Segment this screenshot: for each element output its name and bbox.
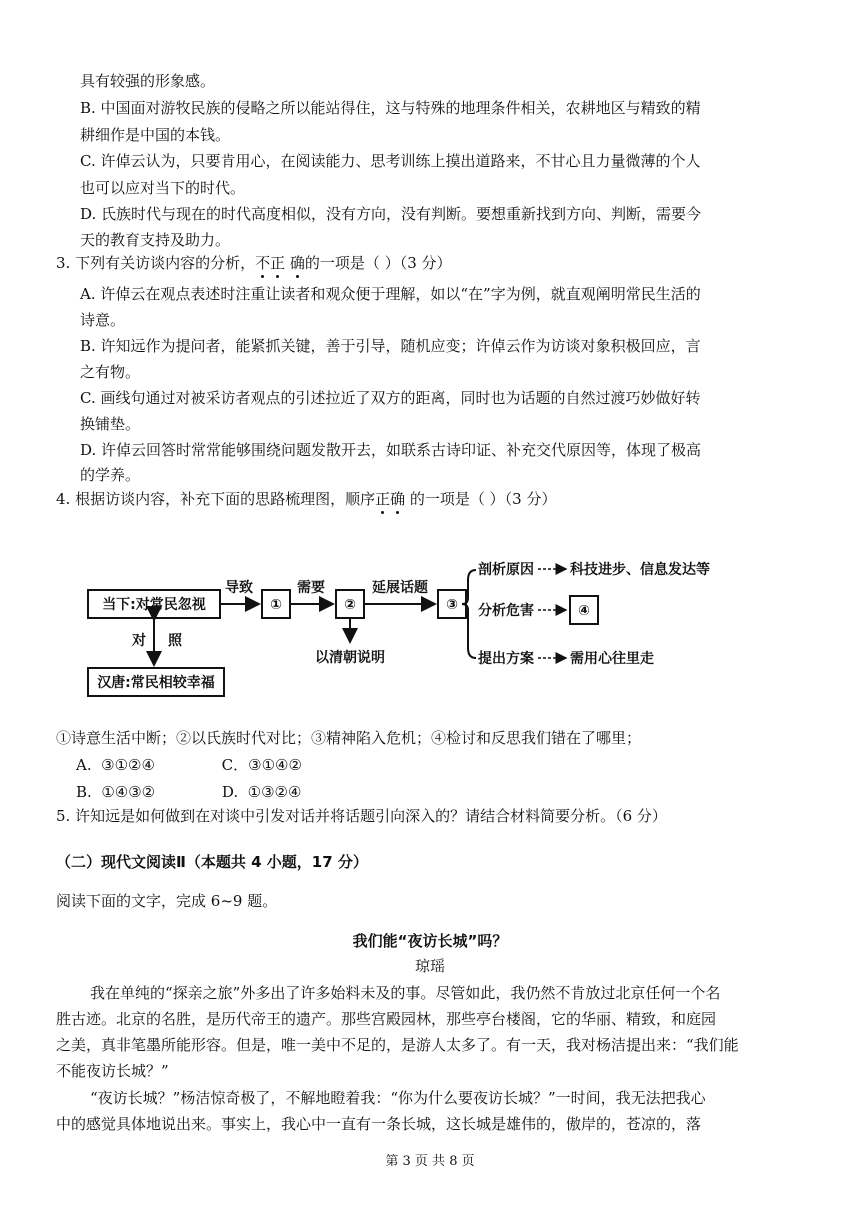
branch-cause-result: 科技进步、信息发达等 — [570, 562, 710, 578]
branch-plan: 提出方案 — [478, 651, 534, 667]
paragraph-line: “夜访长城？”杨洁惊奇极了，不解地瞪着我：“你为什么要夜访长城？”一时间，我无法把我心 — [90, 1089, 706, 1107]
branch-harm: 分析危害 — [478, 603, 534, 619]
box-2-label: ② — [344, 597, 356, 613]
option-c: C. 画线句通过对被采访者观点的引述拉近了双方的距离，同时也为话题的自然过渡巧妙做好转 — [80, 389, 701, 407]
label-need: 需要 — [297, 580, 325, 596]
text-line: 具有较强的形象感。 — [80, 72, 216, 90]
choices-bd: B. ①④③② D. ①③②④ — [76, 783, 302, 801]
text-line: 天的教育支持及助力。 — [80, 231, 231, 249]
question-text: 的一项是（ ）（3 分） — [304, 254, 452, 272]
label-qing: 以清朝说明 — [315, 650, 385, 666]
text-line: 耕细作是中国的本钱。 — [80, 126, 231, 144]
question-3 — [56, 252, 452, 274]
emphasis-char: 正 — [375, 490, 391, 508]
box-4-label: ④ — [578, 603, 590, 619]
text-line: 诗意。 — [80, 311, 126, 329]
label-contrast-a: 对 — [132, 633, 146, 649]
paragraph-line: 胜古迹。北京的名胜，是历代帝王的遗产。那些宫殿园林，那些亭台楼阁，它的华丽、精致，和庭园 — [56, 1010, 717, 1028]
label-contrast-b: 照 — [168, 633, 182, 649]
question-4 — [56, 488, 557, 510]
emphasis-char: 不 — [255, 254, 271, 272]
question-5: 5. 许知远是如何做到在对谈中引发对话并将话题引向深入的？请结合材料简要分析。（6 分） — [56, 807, 667, 825]
text-line: 之有物。 — [80, 363, 141, 381]
question-text: 3. 下列有关访谈内容的分析， — [56, 254, 256, 272]
box-now-label: 当下:对常民忽视 — [102, 597, 206, 613]
instruction: 阅读下面的文字，完成 6~9 题。 — [56, 892, 278, 910]
brace — [462, 570, 476, 658]
question-text: 4. 根据访谈内容，补充下面的思路梳理图，顺序 — [56, 490, 376, 508]
paragraph-line: 中的感觉具体地说出来。事实上，我心中一直有一条长城，这长城是雄伟的，傲岸的，苍凉的，落 — [56, 1115, 702, 1133]
branch-plan-result: 需用心往里走 — [570, 651, 654, 667]
flow-diagram — [0, 540, 860, 710]
paragraph-line: 我在单纯的“探亲之旅”外多出了许多始料未及的事。尽管如此，我仍然不肯放过北京任何一个名 — [90, 984, 721, 1002]
emphasis-char: 确 — [289, 254, 305, 272]
article-title: 我们能“夜访长城”吗？ — [352, 932, 508, 950]
page-footer: 第 3 页 共 8 页 — [385, 1154, 475, 1169]
text-line: 也可以应对当下的时代。 — [80, 179, 246, 197]
option-a: A. 许倬云在观点表述时注重让读者和观众便于理解，如以“在”字为例，就直观阐明常民生活的 — [80, 285, 701, 303]
choices-ac: A. ③①②④ C．③①④② — [76, 756, 302, 774]
emphasis-char: 正 — [270, 254, 286, 272]
question-text: 的一项是（ ）（3 分） — [409, 490, 557, 508]
article-author: 琼瑶 — [414, 957, 445, 975]
box-3-label: ③ — [446, 597, 458, 613]
branch-cause: 剖析原因 — [478, 562, 534, 578]
label-lead: 导致 — [225, 580, 253, 596]
paragraph-line: 不能夜访长城？” — [56, 1062, 169, 1080]
choice-items: ①诗意生活中断；②以氏族时代对比；③精神陷入危机；④检讨和反思我们错在了哪里； — [56, 729, 642, 747]
option-d: D. 许倬云回答时常常能够围绕问题发散开去，如联系古诗印证、补充交代原因等，体现了极高 — [80, 441, 702, 459]
option-b: B. 许知远作为提问者，能紧抓关键，善于引导，随机应变；许倬云作为访谈对象积极回应，言 — [80, 337, 701, 355]
option-b: B. 中国面对游牧民族的侵略之所以能站得住，这与特殊的地理条件相关，农耕地区与精致的精 — [80, 99, 701, 117]
text-line: 换铺垫。 — [80, 415, 141, 433]
emphasis-char: 确 — [390, 490, 406, 508]
section-heading: （二）现代文阅读Ⅱ（本题共 4 小题，17 分） — [56, 853, 368, 871]
paragraph-line: 之美，真非笔墨所能形容。但是，唯一美中不足的，是游人太多了。有一天，我对杨洁提出来：“我们能 — [56, 1036, 739, 1054]
text-line: 的学养。 — [80, 466, 141, 484]
box-han-label: 汉唐:常民相较幸福 — [97, 675, 215, 691]
label-extend: 延展话题 — [372, 580, 428, 596]
box-1-label: ① — [270, 597, 282, 613]
option-d: D. 氏族时代与现在的时代高度相似，没有方向，没有判断。要想重新找到方向、判断，需要今 — [80, 205, 702, 223]
option-c: C. 许倬云认为，只要肯用心，在阅读能力、思考训练上摸出道路来，不甘心且力量微薄的个人 — [80, 152, 701, 170]
